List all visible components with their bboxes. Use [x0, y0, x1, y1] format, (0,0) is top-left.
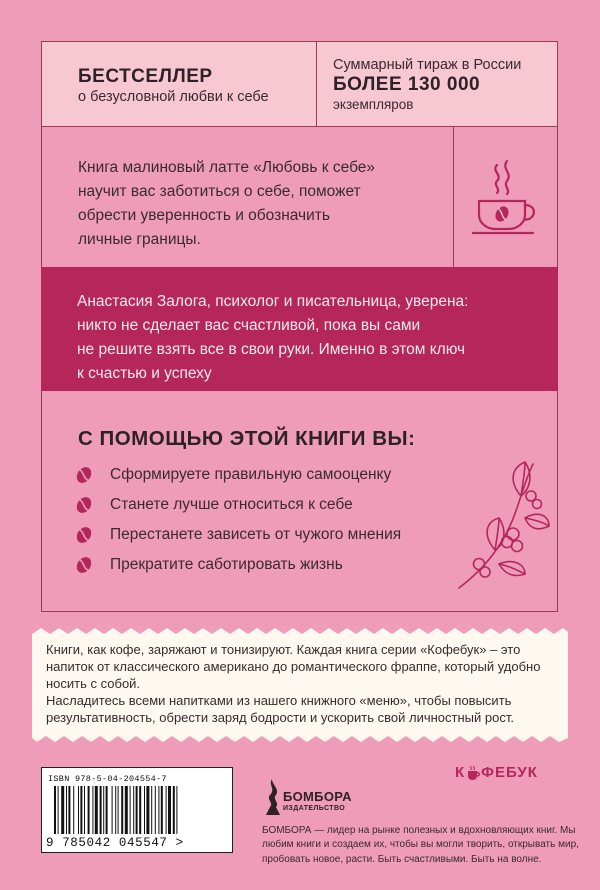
barcode-bar [155, 786, 156, 834]
barcode-bar [115, 786, 116, 834]
barcode-bar [133, 786, 134, 834]
barcode-bar [118, 786, 119, 834]
barcode-bar [78, 786, 79, 834]
bombora-logo-icon [262, 777, 282, 817]
barcode-bar [106, 786, 108, 834]
publisher-subtitle: ИЗДАТЕЛЬСТВО [283, 805, 346, 812]
barcode-bar [173, 786, 175, 834]
benefit-text: Прекратите саботировать жизнь [110, 556, 343, 573]
quote-line: Анастасия Залога, психолог и писательница, уверена: [77, 293, 469, 310]
barcode-bar [73, 786, 74, 834]
coffee-branch-icon [455, 460, 551, 592]
benefit-text: Станете лучше относиться к себе [110, 496, 353, 513]
isbn-digits: 9 785042 045547 > [46, 836, 184, 850]
circulation-unit: экземпляров [333, 97, 414, 112]
intro-line: личные границы. [78, 231, 201, 248]
publisher-blurb: БОМБОРА — лидер на рынке полезных и вдохновляющих книг. Мы любим книги и создаем их, чтобы вы могли творить, открывать мир, пробовать новое, расти. Быть счастливыми. Быть на волне. [262, 825, 579, 865]
cover-frame [41, 41, 558, 612]
barcode-bar [66, 786, 67, 834]
circulation-label: Суммарный тираж в России [333, 57, 522, 73]
intro-icon-cell [454, 127, 557, 267]
cup-logo-icon [466, 765, 480, 781]
coffee-bean-icon [74, 555, 94, 575]
barcode-bar [100, 786, 102, 834]
barcode-bar [139, 786, 141, 834]
coffee-bean-icon [74, 465, 94, 485]
benefits-title: С ПОМОЩЬЮ ЭТОЙ КНИГИ ВЫ: [78, 427, 416, 450]
barcode-bar [161, 786, 163, 834]
benefits-list [74, 460, 401, 580]
bestseller-title: БЕСТСЕЛЛЕР [78, 66, 213, 87]
benefit-text: Сформируете правильную самооценку [110, 466, 392, 483]
barcode-bar [125, 786, 128, 834]
barcode-bar [121, 786, 123, 834]
barcode [54, 786, 222, 836]
isbn-barcode-box [41, 767, 233, 853]
intro-line: обрести уверенность и обозначить [78, 207, 330, 224]
list-item [74, 460, 401, 490]
list-item [74, 520, 401, 550]
header-row [42, 42, 557, 127]
barcode-bar [68, 786, 70, 834]
circulation-panel [317, 42, 557, 127]
barcode-bar [146, 786, 149, 834]
bestseller-subtitle: о безусловной любви к себе [78, 89, 269, 105]
barcode-bar [112, 786, 113, 834]
list-item [74, 490, 401, 520]
series-note-paragraph: Насладитесь всеми напитками из нашего книжного «меню», чтобы повысить результативность, обрести заряд бодрости и ускорить свой личностный рост. [46, 693, 514, 725]
intro-line: научит вас заботиться о себе, поможет [78, 183, 361, 200]
quote-line: к счастью и успеху [77, 365, 212, 382]
barcode-bar [58, 786, 59, 834]
publisher-name: БОМБОРА [283, 789, 352, 804]
barcode-bar [168, 786, 171, 834]
barcode-bar [144, 786, 145, 834]
barcode-bar [92, 786, 93, 834]
coffee-bean-icon [74, 495, 94, 515]
barcode-bar [84, 786, 85, 834]
author-quote [41, 267, 558, 391]
intro-text [42, 127, 454, 267]
barcode-bar [80, 786, 82, 834]
barcode-bar [54, 786, 56, 834]
bestseller-panel [42, 42, 317, 127]
barcode-bar [103, 786, 104, 834]
barcode-bar [151, 786, 152, 834]
barcode-bar [88, 786, 90, 834]
coffee-bean-icon [74, 525, 94, 545]
series-note-paragraph: Книги, как кофе, заряжают и тонизируют. Каждая книга серии «Кофебук» – это напиток от классического американо до романтического фраппе, который удобно носить с собой. [46, 642, 541, 691]
benefit-text: Перестанете зависеть от чужого мнения [110, 526, 402, 543]
series-logo-text: К [455, 764, 466, 781]
barcode-bar [166, 786, 167, 834]
series-note-text [46, 641, 558, 726]
circulation-number: БОЛЕЕ 130 000 [333, 74, 481, 95]
kofebuk-logo [455, 764, 538, 781]
intro-line: Книга малиновый латте «Любовь к себе» [78, 159, 376, 176]
coffee-cup-icon [467, 157, 545, 237]
barcode-bar [95, 786, 98, 834]
isbn-label: ISBN 978-5-04-204554-7 [48, 774, 167, 784]
barcode-bar [136, 786, 138, 834]
barcode-bar [158, 786, 159, 834]
barcode-bar [61, 786, 64, 834]
quote-line: никто не сделает вас счастливой, пока вы сами [77, 317, 421, 334]
series-logo-text: ФЕБУК [481, 764, 538, 781]
intro-row [42, 127, 557, 267]
barcode-bar [130, 786, 131, 834]
barcode-bar [176, 786, 177, 834]
quote-line: не решите взять все в свои руки. Именно в этом ключ [77, 341, 466, 358]
list-item [74, 550, 401, 580]
